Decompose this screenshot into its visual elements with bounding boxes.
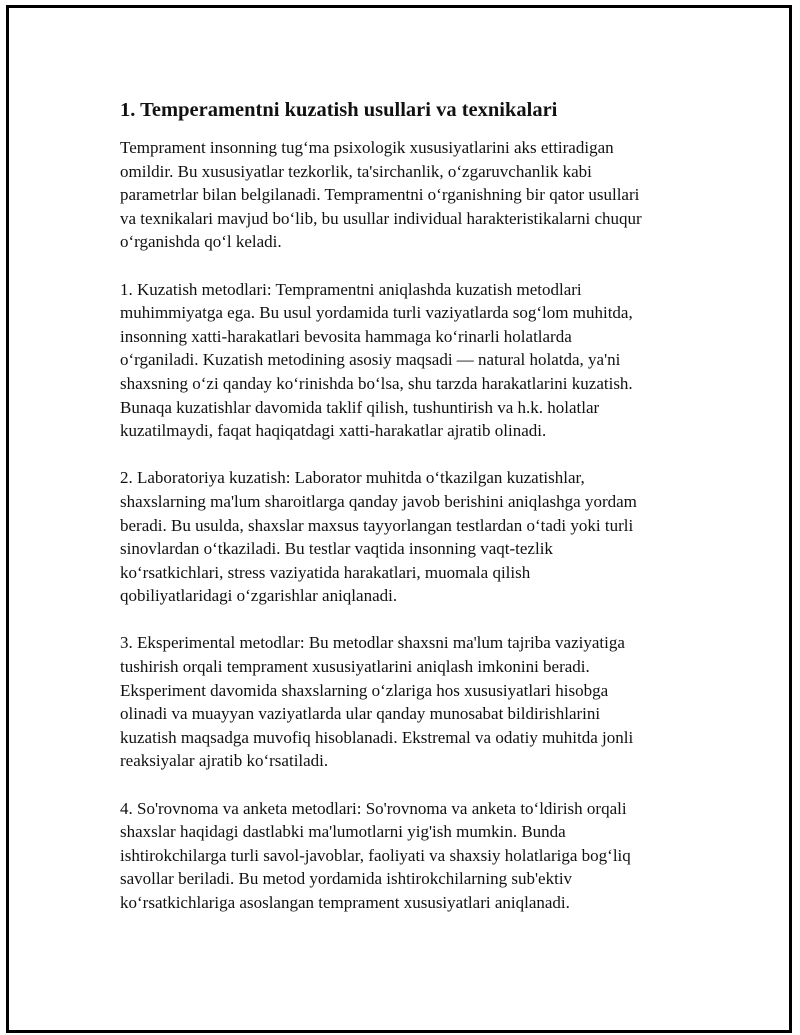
text-line: sinovlardan o‘tkaziladi. Bu testlar vaqtida insonning vaqt-tezlik (120, 539, 553, 559)
text-line: shaxslar haqidagi dastlabki ma'lumotlarni yig'ish mumkin. Bunda (120, 822, 566, 842)
text-line: va texnikalari mavjud bo‘lib, bu usullar individual harakteristikalarni chuqur (120, 208, 642, 228)
text-line: tushirish orqali temprament xususiyatlarini aniqlash imkonini beradi. (120, 657, 590, 677)
text-line: o‘rganiladi. Kuzatish metodining asosiy maqsadi — natural holatda, ya'ni (120, 350, 621, 370)
paragraph-laboratory-observation (120, 466, 710, 608)
text-line: muhimmiyatga ega. Bu usul yordamida turli vaziyatlarda sog‘lom muhitda, (120, 303, 633, 323)
paragraph-survey-methods (120, 797, 710, 915)
text-line: 3. Eksperimental metodlar: Bu metodlar shaxsni ma'lum tajriba vaziyatiga (120, 633, 625, 653)
paragraph-intro (120, 136, 710, 254)
text-line: olinadi va muayyan vaziyatlarda ular qanday munosabat bildirishlarini (120, 704, 601, 724)
text-line: shaxslarning ma'lum sharoitlarga qanday javob berishini aniqlashga yordam (120, 491, 637, 511)
paragraph-experimental-methods (120, 631, 710, 773)
text-line: Temprament insonning tug‘ma psixologik xususiyatlarini aks ettiradigan (120, 138, 614, 157)
text-line: parametrlar bilan belgilanadi. Tempramentni o‘rganishning bir qator usullari (120, 185, 640, 205)
text-line: shaxsning o‘zi qanday ko‘rinishda bo‘lsa, shu tarzda harakatlarini kuzatish. (120, 373, 633, 393)
text-line: 4. So'rovnoma va anketa metodlari: So'rovnoma va anketa to‘ldirish orqali (120, 798, 627, 818)
text-line: savollar beriladi. Bu metod yordamida ishtirokchilarning sub'ektiv (120, 869, 573, 889)
page-frame (6, 5, 792, 1033)
text-line: reaksiyalar ajratib ko‘rsatiladi. (120, 751, 329, 771)
text-line: 1. Kuzatish metodlari: Tempramentni aniqlashda kuzatish metodlari (120, 279, 582, 299)
paragraph-observation-methods (120, 278, 710, 443)
text-line: qobiliyatlaridagi o‘zgarishlar aniqlanadi. (120, 586, 398, 606)
text-line: kuzatilmaydi, faqat haqiqatdagi xatti-harakatlar ajratib olinadi. (120, 421, 547, 441)
text-line: Eksperiment davomida shaxslarning o‘zlariga hos xususiyatlari hisobga (120, 680, 609, 700)
text-line: insonning xatti-harakatlari bevosita hammaga ko‘rinarli holatlarda (120, 326, 572, 346)
text-line: ko‘rsatkichlariga asoslangan temprament xususiyatlari aniqlanadi. (120, 893, 570, 912)
text-line: beradi. Bu usulda, shaxslar maxsus tayyorlangan testlardan o‘tadi yoki turli (120, 515, 634, 535)
text-line: kuzatish maqsadga muvofiq hisoblanadi. Ekstremal va odatiy muhitda jonli (120, 727, 634, 747)
text-line: ko‘rsatkichlari, stress vaziyatida harakatlari, muomala qilish (120, 562, 531, 582)
text-line: 2. Laboratoriya kuzatish: Laborator muhitda o‘tkazilgan kuzatishlar, (120, 468, 585, 488)
page-title: 1. Temperamentni kuzatish usullari va texnikalari (120, 99, 558, 121)
text-line: Bunaqa kuzatishlar davomida taklif qilish, tushuntirish va h.k. holatlar (120, 397, 600, 417)
document-body (120, 96, 710, 938)
text-line: ishtirokchilarga turli savol-javoblar, faoliyati va shaxsiy holatlariga bog‘liq (120, 845, 631, 865)
text-line: o‘rganishda qo‘l keladi. (120, 232, 282, 252)
text-line: omildir. Bu xususiyatlar tezkorlik, ta'sirchanlik, o‘zgaruvchanlik kabi (120, 161, 592, 181)
